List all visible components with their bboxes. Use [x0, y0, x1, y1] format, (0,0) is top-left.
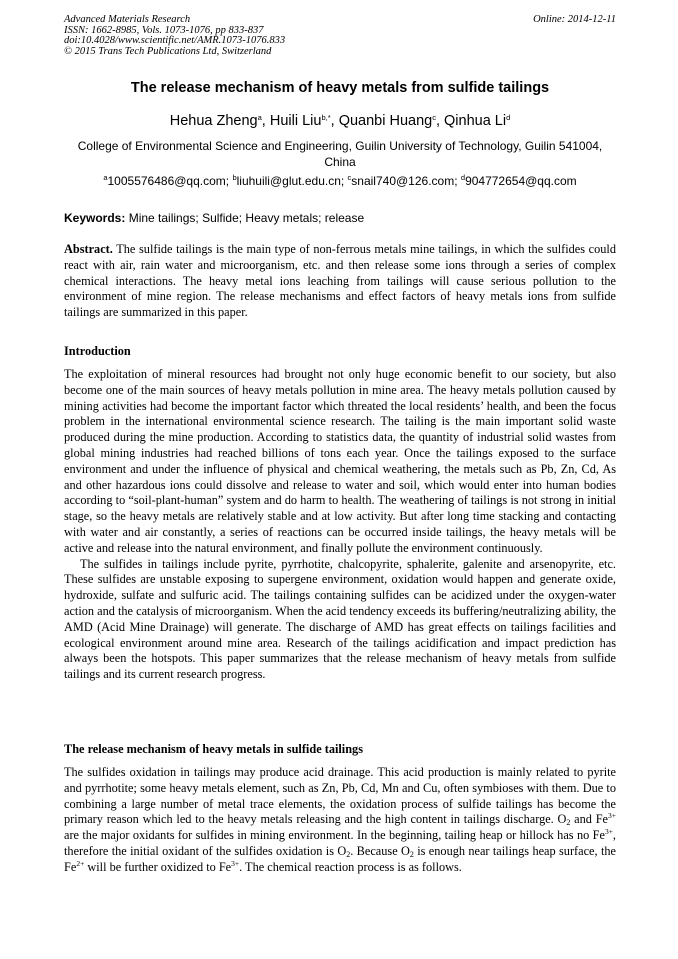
introduction-heading: Introduction	[64, 344, 131, 358]
release-mechanism-body	[64, 765, 616, 876]
text-run: are the major oxidants for sulfides in mining environment. In the beginning, tailing heap or hillock has no Fe	[64, 828, 605, 843]
author-separator: ,	[435, 113, 445, 129]
abstract-text: The sulfide tailings is the main type of non-ferrous metals mine tailings, in which the sulfides could react with air, rain water and microorganism, etc. and then release some ions through a series of complex chemical interactions. The heavy metal ions leaching from tailings will cause serious pollution to the environment of mine region. The release mechanisms and effect factors of heavy metals ions from sulfide tailings are summarized in this paper.	[64, 242, 616, 320]
text-run: is enough near tailings heap surface, the Fe	[64, 843, 616, 874]
affiliation: College of Environmental Science and Engineering, Guilin University of Technology, Guilin 541004, China	[77, 139, 603, 169]
release-mechanism-heading: The release mechanism of heavy metals in sulfide tailings	[64, 742, 363, 756]
author-mark: a	[257, 113, 262, 122]
superscript: 3+	[231, 858, 240, 868]
text-run: and Fe	[570, 812, 609, 827]
keywords-text: Mine tailings; Sulfide; Heavy metals; release	[128, 211, 365, 225]
author-name: Huili Liu	[269, 113, 322, 129]
email-separator: ;	[225, 174, 233, 188]
email-address[interactable]: 904772654@qq.com	[465, 174, 577, 188]
abstract-label: Abstract.	[64, 242, 113, 256]
email-separator: ;	[454, 174, 461, 188]
email-mark: b	[232, 173, 237, 182]
superscript: 2+	[76, 858, 85, 868]
subscript: 2	[566, 818, 571, 828]
email-mark: d	[460, 173, 466, 182]
intro-paragraph-1: The exploitation of mineral resources had brought not only huge economic benefit to our society, but also become one of the main sources of heavy metals pollution in mine area. The heavy metals pollution caused by mining activities had become the important factor which threated the local residents’ health, and been the focus problem in the international environmental science research. The tailing is the main important solid waste produced during the mine production. According to statistics data, the quantity of industrial solid wastes from global mining industries had reached billions of tons each year. Once the tailings exposed to the surface environment and under the influence of physical and chemical weathering, the metals such as Pb, Zn, Cd, As and other hazardous ions could dissolve and release to water and soil, which would enter into human bodies according to “soil-plant-human” system and do harm to health. The weathering of tailings is not strong in initial stage, so the heavy metals are relatively stable and at low activity. But after long time stacking and contacting with water and air constantly, a series of reactions can be occurred inside tailings, the heavy metals will be active and release into the natural environment, and finally pollute the environment continuously.	[64, 367, 616, 555]
intro-paragraph-2: The sulfides in tailings include pyrite, pyrrhotite, chalcopyrite, sphalerite, galenite and arsenopyrite, etc. These sulfides are unstable exposing to supergene environment, oxidation would happen and generate oxide, hydroxide, sulfate and sulfuric acid. The tailings containing sulfides can be acidized under the oxygen-water action and the catalysis of microorganism. When the acid tendency exceeds its buffering/neutralizing ability, the AMD (Acid Mine Drainage) will generate. The discharge of AMD has great effects on tailings facilities and ecological environment around mine area. Research of the tailings acidification and impact prediction has always been the hotspots. This paper summarizes that the release mechanism of heavy metals from sulfide tailings and its current research progress.	[64, 556, 616, 682]
email-mark: c	[347, 173, 352, 182]
email-mark: a	[103, 173, 108, 182]
keywords-line	[64, 211, 616, 225]
text-run: . The chemical reaction process is as follows.	[239, 859, 462, 874]
superscript: 3+	[604, 827, 613, 837]
author-separator: ,	[330, 113, 339, 129]
author-name: Qinhua Li	[444, 113, 507, 129]
introduction-body	[64, 367, 616, 683]
keywords-label: Keywords:	[64, 211, 126, 225]
abstract	[64, 242, 616, 321]
text-run: . Because O	[350, 843, 410, 858]
paper-title: The release mechanism of heavy metals from sulfide tailings	[130, 80, 550, 96]
text-run: The sulfides oxidation in tailings may produce acid drainage. This acid production is mainly related to pyrite and pyrrhotite; some heavy metals element, such as Zn, Pb, Cd, Mn and Cu, often symbioses with them. Due to combining a large number of metal trace elements, the oxidation process of sulfide tailings has become the primary reason which led to the heavy metals releasing and the high content in tailings discharge. O	[64, 765, 616, 827]
online-date: Online: 2014-12-11	[533, 14, 616, 25]
superscript: 3+	[608, 811, 616, 821]
email-address[interactable]: liuhuili@glut.edu.cn	[236, 174, 341, 188]
author-mark: b,*	[321, 113, 331, 122]
subscript: 2	[346, 849, 351, 859]
text-run: will be further oxidized to Fe	[84, 859, 232, 874]
author-separator: ,	[261, 113, 270, 129]
journal-header	[64, 15, 616, 57]
author-list	[64, 113, 616, 129]
email-separator: ;	[340, 174, 348, 188]
doi-line: doi:10.4028/www.scientific.net/AMR.1073-1076.833	[64, 35, 286, 46]
issn-line: ISSN: 1662-8985, Vols. 1073-1076, pp 833-837	[64, 24, 264, 36]
author-name: Hehua Zheng	[169, 113, 258, 129]
journal-name: Advanced Materials Research	[64, 14, 191, 25]
email-list	[64, 174, 616, 188]
email-address[interactable]: 1005576486@qq.com	[107, 174, 226, 188]
author-mark: c	[432, 113, 436, 122]
author-name: Quanbi Huang	[338, 113, 433, 129]
release-paragraph	[64, 765, 616, 876]
subscript: 2	[409, 849, 414, 859]
text-run: , therefore the initial oxidant of the sulfides oxidation is O	[64, 828, 616, 858]
email-address[interactable]: snail740@126.com	[351, 174, 455, 188]
author-mark: d	[506, 113, 511, 122]
copyright-line: © 2015 Trans Tech Publications Ltd, Switzerland	[64, 45, 272, 57]
